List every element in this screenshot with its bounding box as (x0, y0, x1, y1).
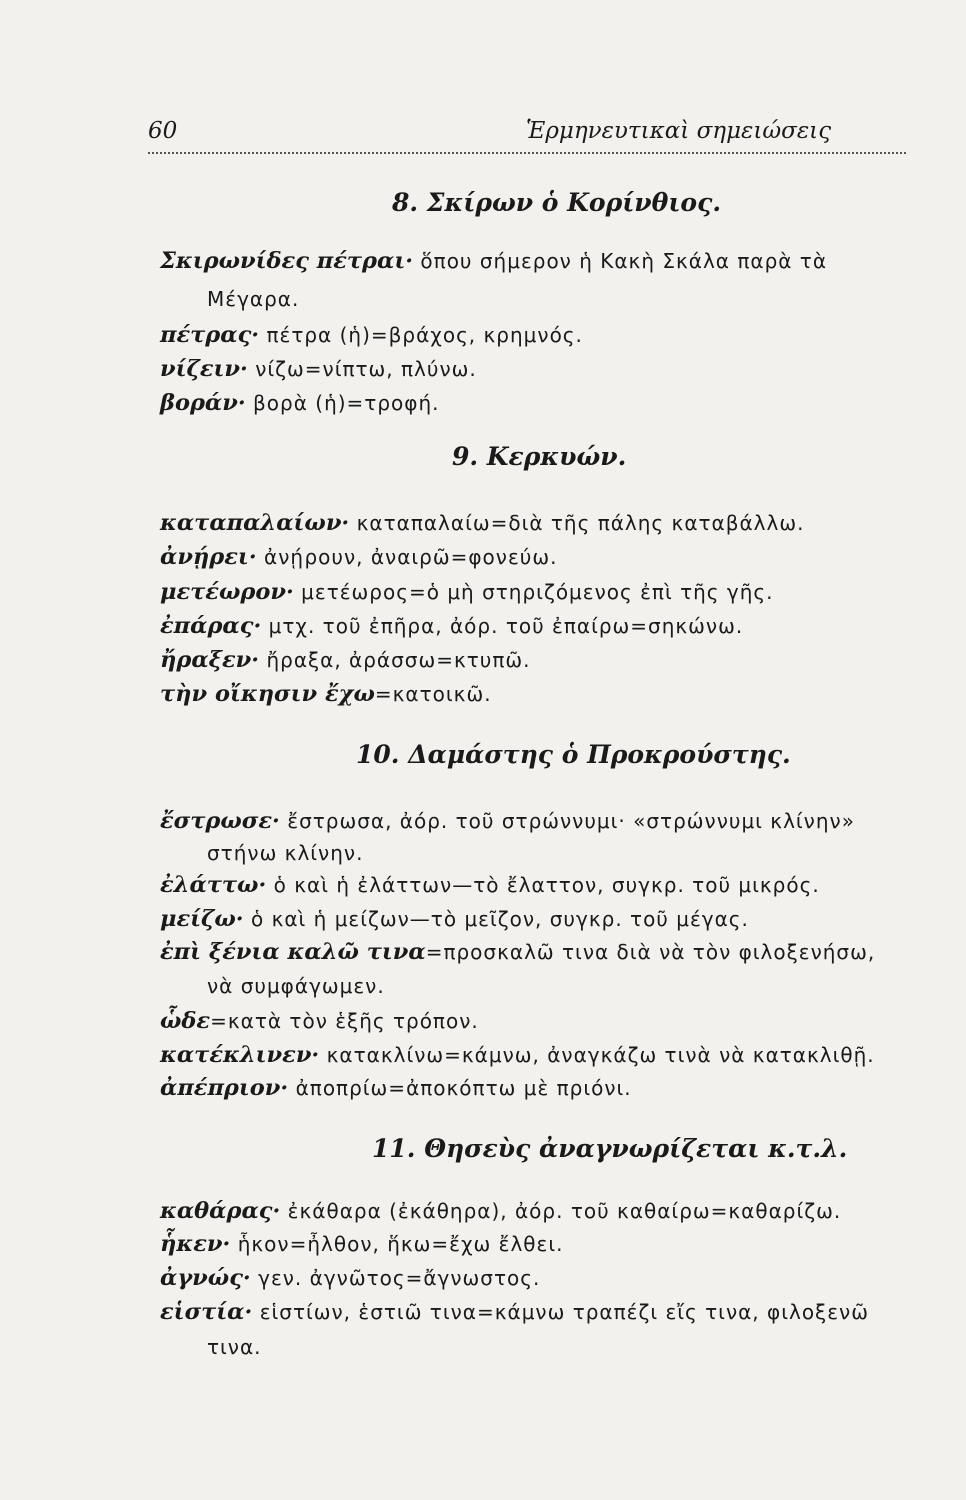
entry-lemma: καθάρας· (160, 1198, 281, 1224)
entry-text: καταπαλαίω=διὰ τῆς πάλης καταβάλλω. (349, 511, 805, 535)
entry-text: ἤραξα, ἀράσσω=κτυπῶ. (259, 648, 531, 672)
entry-text: Μέγαρα. (207, 287, 300, 311)
section-title: 11. Θησεὺς ἀναγνωρίζεται κ.τ.λ. (372, 1134, 848, 1163)
entry-line (160, 1263, 540, 1293)
entry-line (160, 246, 827, 276)
entry-lemma: ἐπὶ ξένια καλῶ τινα (160, 939, 426, 965)
entry-text: μετέωρος=ὁ μὴ στηριζόμενος ἐπὶ τῆς γῆς. (293, 580, 774, 604)
entry-line (160, 870, 820, 900)
entry-text: =κατὰ τὸν ἑξῆς τρόπον. (210, 1009, 479, 1033)
entry-lemma: τὴν οἴκησιν ἔχω (160, 681, 375, 707)
section-title: 8. Σκίρων ὁ Κορίνθιος. (392, 188, 722, 217)
entry-text: τινα. (207, 1335, 262, 1359)
entry-line (160, 354, 477, 384)
entry-text: ἔστρωσα, ἀόρ. τοῦ στρώννυμι· «στρώννυμι κλίνην» (279, 809, 855, 833)
running-title: Ἑρμηνευτικαὶ σημειώσεις (526, 118, 832, 144)
entry-lemma: νίζειν· (160, 356, 248, 382)
entry-line (160, 388, 440, 418)
entry-lemma: ἐλάττω· (160, 872, 267, 898)
entry-lemma: κατέκλινεν· (160, 1042, 320, 1068)
entry-lemma: Σκιρωνίδες πέτραι· (160, 248, 414, 274)
entry-line (160, 611, 743, 641)
entry-line (160, 1229, 563, 1259)
entry-line (160, 806, 855, 836)
entry-line (160, 645, 531, 675)
entry-text: ὁ καὶ ἡ ἐλάττων—τὸ ἔλαττον, συγκρ. τοῦ μικρός. (266, 873, 820, 897)
entry-text: νίζω=νίπτω, πλύνω. (247, 357, 477, 381)
entry-lemma: ὧδε (160, 1008, 211, 1034)
entry-text: ὅπου σήμερον ἡ Κακὴ Σκάλα παρὰ τὰ (413, 249, 828, 273)
entry-line (160, 577, 774, 607)
entry-lemma: ἐπάρας· (160, 613, 262, 639)
section-title: 9. Κερκυών. (452, 442, 627, 471)
entry-lemma: ἧκεν· (160, 1231, 231, 1257)
entry-line (160, 679, 492, 709)
entry-line (160, 542, 557, 572)
entry-continuation (207, 284, 299, 314)
entry-text: ἧκον=ἦλθον, ἥκω=ἔχω ἔλθει. (230, 1232, 564, 1256)
page-number: 60 (148, 118, 178, 144)
entry-line (160, 1073, 632, 1103)
entry-lemma: βοράν· (160, 390, 246, 416)
entry-line (160, 1297, 869, 1327)
entry-lemma: ἤραξεν· (160, 647, 260, 673)
entry-lemma: εἱστία· (160, 1299, 253, 1325)
entry-text: γεν. ἀγνῶτος=ἄγνωστος. (250, 1266, 541, 1290)
entry-lemma: πέτρας· (160, 322, 260, 348)
entry-lemma: ἀγνώς· (160, 1265, 251, 1291)
entry-line (160, 508, 804, 538)
entry-continuation (207, 838, 363, 868)
entry-continuation (207, 1332, 262, 1362)
entry-line (160, 937, 875, 967)
entry-text: ἐκάθαρα (ἐκάθηρα), ἀόρ. τοῦ καθαίρω=καθαρίζω. (280, 1199, 842, 1223)
header-divider (148, 152, 906, 154)
entry-line (160, 904, 749, 934)
entry-continuation (207, 971, 385, 1001)
entry-text: εἱστίων, ἑστιῶ τινα=κάμνω τραπέζι εἴς τινα, φιλοξενῶ (252, 1300, 869, 1324)
entry-lemma: μετέωρον· (160, 579, 294, 605)
entry-text: μτχ. τοῦ ἐπῆρα, ἀόρ. τοῦ ἐπαίρω=σηκώνω. (261, 614, 744, 638)
entry-text: κατακλίνω=κάμνω, ἀναγκάζω τινὰ νὰ κατακλιθῇ. (319, 1043, 875, 1067)
entry-text: ἀνῄρουν, ἀναιρῶ=φονεύω. (256, 545, 558, 569)
entry-line (160, 320, 583, 350)
entry-text: ἀποπρίω=ἀποκόπτω μὲ πριόνι. (288, 1076, 632, 1100)
section-title: 10. Δαμάστης ὁ Προκρούστης. (356, 740, 791, 769)
entry-line (160, 1040, 875, 1070)
entry-text: βορὰ (ἡ)=τροφή. (245, 391, 440, 415)
entry-text: στήνω κλίνην. (207, 841, 364, 865)
entry-text: =κατοικῶ. (374, 682, 492, 706)
page-header (148, 118, 908, 152)
entry-line (160, 1006, 479, 1036)
entry-text: πέτρα (ἡ)=βράχος, κρημνός. (259, 323, 583, 347)
entry-lemma: ἀνῄρει· (160, 544, 257, 570)
entry-lemma: ἔστρωσε· (160, 808, 280, 834)
entry-text: =προσκαλῶ τινα διὰ νὰ τὸν φιλοξενήσω, (425, 940, 876, 964)
entry-text: ὁ καὶ ἡ μείζων—τὸ μεῖζον, συγκρ. τοῦ μέγας. (243, 907, 749, 931)
entry-text: νὰ συμφάγωμεν. (207, 974, 385, 998)
entry-lemma: καταπαλαίων· (160, 510, 350, 536)
entry-lemma: μείζω· (160, 906, 244, 932)
entry-line (160, 1196, 841, 1226)
entry-lemma: ἀπέπριον· (160, 1075, 289, 1101)
